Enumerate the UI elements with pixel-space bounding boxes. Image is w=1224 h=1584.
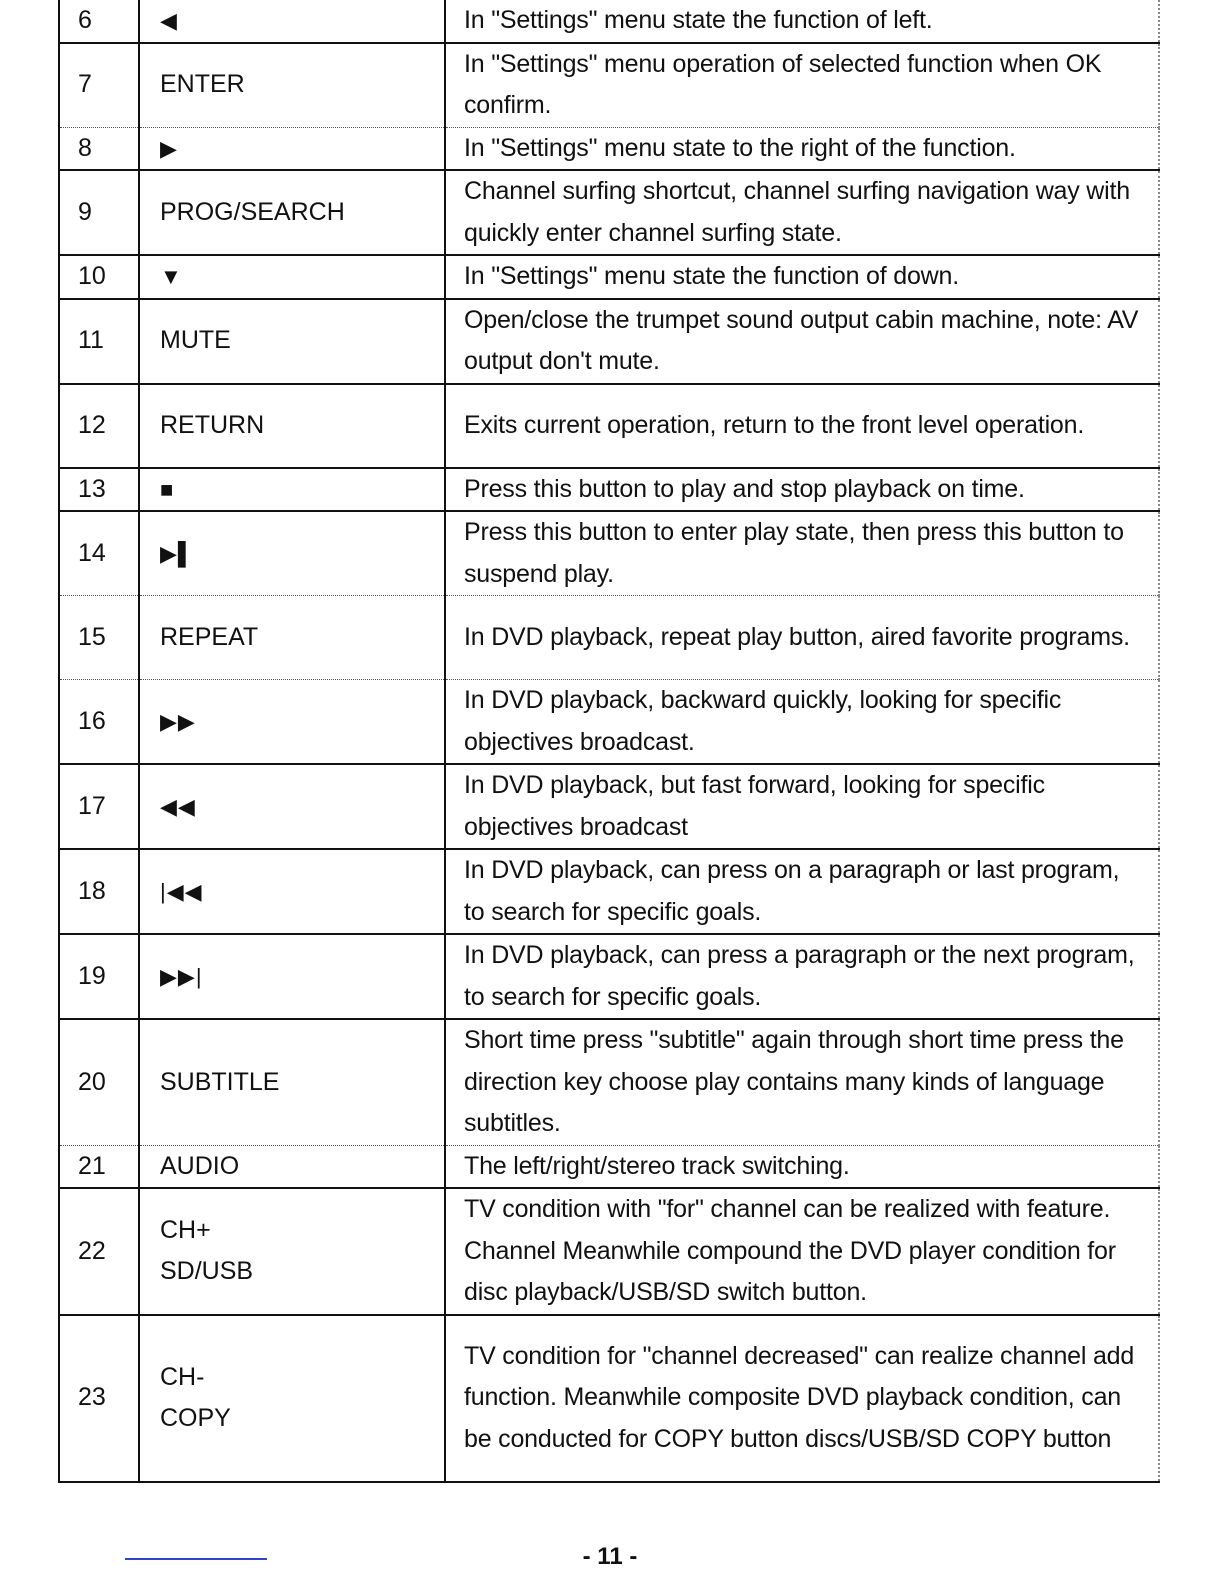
button-description: Exits current operation, return to the front level operation.: [445, 384, 1159, 468]
table-row: [59, 849, 1159, 934]
row-number: 20: [59, 1019, 139, 1145]
button-description: Press this button to enter play state, then press this button to suspend play.: [445, 511, 1159, 596]
button-name: AUDIO: [139, 1145, 445, 1188]
row-number: 14: [59, 511, 139, 596]
row-number: 18: [59, 849, 139, 934]
table-row: [59, 170, 1159, 255]
table-row: [59, 43, 1159, 128]
button-description: In "Settings" menu state the function of down.: [445, 255, 1159, 299]
button-description: In DVD playback, can press a paragraph or the next program, to search for specific goals.: [445, 934, 1159, 1019]
table-row: [59, 468, 1159, 512]
row-number: 15: [59, 596, 139, 680]
row-number: 21: [59, 1145, 139, 1188]
button-symbol-icon: ◀: [139, 0, 445, 43]
table-row: [59, 0, 1159, 43]
table-row: [59, 511, 1159, 596]
button-description: In DVD playback, can press on a paragraph or last program, to search for specific goals.: [445, 849, 1159, 934]
row-number: 6: [59, 0, 139, 43]
button-symbol-icon: ▶▌: [139, 511, 445, 596]
button-symbol-icon: ▶▶|: [139, 934, 445, 1019]
row-number: 17: [59, 764, 139, 849]
table-row: [59, 1019, 1159, 1145]
button-description: In "Settings" menu state the function of left.: [445, 0, 1159, 43]
footer-rule: [125, 1558, 267, 1560]
page-number: - 11 -: [582, 1543, 638, 1570]
table-row: [59, 1315, 1159, 1482]
row-number: 7: [59, 43, 139, 128]
button-name: PROG/SEARCH: [139, 170, 445, 255]
button-description: The left/right/stereo track switching.: [445, 1145, 1159, 1188]
row-number: 19: [59, 934, 139, 1019]
table-row: [59, 384, 1159, 468]
button-symbol-icon: ▶▶: [139, 680, 445, 765]
table-row: [59, 596, 1159, 680]
button-name: MUTE: [139, 299, 445, 384]
button-description: Short time press "subtitle" again through short time press the direction key choose play contains many kinds of language subtitles.: [445, 1019, 1159, 1145]
table-row: [59, 255, 1159, 299]
button-name: ENTER: [139, 43, 445, 128]
table-row: [59, 680, 1159, 765]
button-description: In DVD playback, backward quickly, looking for specific objectives broadcast.: [445, 680, 1159, 765]
button-symbol-icon: ▼: [139, 255, 445, 299]
table-row: [59, 1145, 1159, 1188]
table-row: [59, 764, 1159, 849]
row-number: 22: [59, 1188, 139, 1315]
row-number: 11: [59, 299, 139, 384]
button-symbol-icon: ▶: [139, 127, 445, 170]
button-description: In "Settings" menu operation of selected function when OK confirm.: [445, 43, 1159, 128]
button-symbol-icon: ◀◀: [139, 764, 445, 849]
row-number: 23: [59, 1315, 139, 1482]
row-number: 16: [59, 680, 139, 765]
table-row: [59, 127, 1159, 170]
button-symbol-icon: |◀◀: [139, 849, 445, 934]
table-row: [59, 934, 1159, 1019]
row-number: 13: [59, 468, 139, 512]
button-description: TV condition for "channel decreased" can realize channel add function. Meanwhile composite DVD playback condition, can be conducted for COPY button discs/USB/SD COPY button: [445, 1315, 1159, 1482]
button-name: CH- COPY: [139, 1315, 445, 1482]
button-description: In "Settings" menu state to the right of the function.: [445, 127, 1159, 170]
button-description: In DVD playback, but fast forward, looking for specific objectives broadcast: [445, 764, 1159, 849]
button-name: REPEAT: [139, 596, 445, 680]
row-number: 10: [59, 255, 139, 299]
button-description: Open/close the trumpet sound output cabin machine, note: AV output don't mute.: [445, 299, 1159, 384]
row-number: 12: [59, 384, 139, 468]
button-description: Channel surfing shortcut, channel surfing navigation way with quickly enter channel surfing state.: [445, 170, 1159, 255]
table-row: [59, 1188, 1159, 1315]
button-symbol-icon: ■: [139, 468, 445, 512]
remote-button-table: [58, 0, 1160, 1483]
button-description: Press this button to play and stop playback on time.: [445, 468, 1159, 512]
table-row: [59, 299, 1159, 384]
button-description: In DVD playback, repeat play button, aired favorite programs.: [445, 596, 1159, 680]
button-name: CH+ SD/USB: [139, 1188, 445, 1315]
row-number: 9: [59, 170, 139, 255]
row-number: 8: [59, 127, 139, 170]
button-name: RETURN: [139, 384, 445, 468]
button-name: SUBTITLE: [139, 1019, 445, 1145]
table-body: [59, 0, 1159, 1482]
button-description: TV condition with "for" channel can be realized with feature. Channel Meanwhile compound the DVD player condition for disc playback/USB/SD switch button.: [445, 1188, 1159, 1315]
